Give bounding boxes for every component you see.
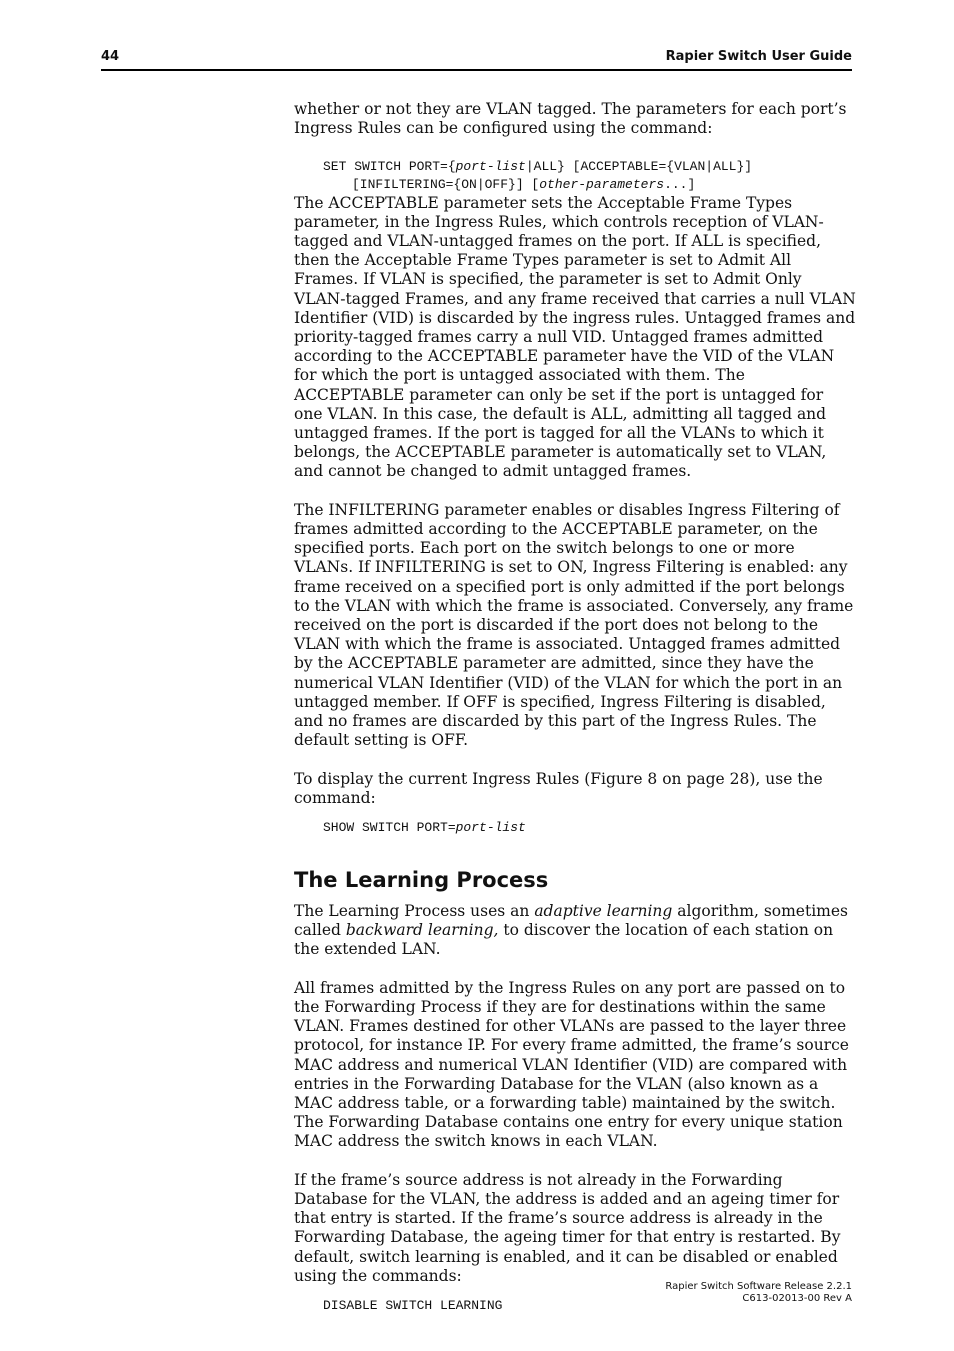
page-number: 44	[101, 49, 120, 64]
paragraph-acceptable: The ACCEPTABLE parameter sets the Acceptable Frame Types parameter, in the Ingress Rules, which controls reception of VLAN-tagged and VLAN-untagged frames on the port. If ALL is specified, then the Acceptable Frame Types parameter is set to Admit All Frames. If VLAN is specified, the parameter is set to Admit Only VLAN-tagged Frames, and any frame received that carries a null VLAN Identifier (VID) is discarded by the ingress rules. Untagged frames and priority-tagged frames carry a null VID. Untagged frames admitted according to the ACCEPTABLE parameter have the VID of the VLAN for which the port is untagged associated with them. The ACCEPTABLE parameter can only be set if the port is untagged for one VLAN. In this case, the default is ALL, admitting all tagged and untagged frames. If the port is tagged for all the VLANs to which it belongs, the ACCEPTABLE parameter is automatically set to VLAN, and cannot be changed to admit untagged frames.	[294, 193, 856, 481]
command-disable-learning: DISABLE SWITCH LEARNING	[323, 1298, 503, 1314]
footer-doc-code: C613-02013-00 Rev A	[742, 1293, 852, 1304]
running-title: Rapier Switch User Guide	[665, 49, 852, 64]
paragraph-display-rules: To display the current Ingress Rules (Figure 8 on page 28), use the command:	[294, 769, 823, 807]
command-line-1: SET SWITCH PORT={port-list|ALL} [ACCEPTABLE={VLAN|ALL}]	[323, 158, 753, 174]
paragraph-intro: whether or not they are VLAN tagged. The parameters for each port’s Ingress Rules can be configured using the command:	[294, 100, 847, 138]
command-line-2: [INFILTERING={ON|OFF}] [other-parameters...]	[352, 176, 696, 192]
command-show-switch-port: SHOW SWITCH PORT=port-list	[323, 820, 526, 836]
paragraph-learning-intro: The Learning Process uses an adaptive learning algorithm, sometimes called backward learning, to discover the location of each station on the extended LAN.	[294, 902, 848, 959]
section-heading: The Learning Process	[294, 868, 549, 893]
main-content	[294, 100, 856, 1315]
page-footer	[665, 1281, 852, 1305]
command-set-switch-port	[294, 158, 856, 194]
paragraph-infiltering: The INFILTERING parameter enables or disables Ingress Filtering of frames admitted according to the ACCEPTABLE parameter, on the specified ports. Each port on the switch belongs to one or more VLANs. If INFILTERING is set to ON, Ingress Filtering is enabled: any frame received on a specified port is only admitted if the port belongs to the VLAN with which the frame is associated. Conversely, any frame received on the port is discarded if the port does not belong to the VLAN with which the frame is associated. Untagged frames admitted by the ACCEPTABLE parameter are admitted, since they have the numerical VLAN Identifier (VID) of the VLAN for which the port in an untagged member. If OFF is specified, Ingress Filtering is disabled, and no frames are discarded by this part of the Ingress Rules. The default setting is OFF.	[294, 500, 854, 750]
paragraph-forwarding: All frames admitted by the Ingress Rules on any port are passed on to the Forwarding Process if they are for destinations within the same VLAN. Frames destined for other VLANs are passed to the layer three protocol, for instance IP. For every frame admitted, the frame’s source MAC address and numerical VLAN Identifier (VID) are compared with entries in the Forwarding Database for the VLAN (also known as a MAC address table, or a forwarding table) maintained by the switch. The Forwarding Database contains one entry for every unique station MAC address the switch knows in each VLAN.	[294, 978, 849, 1151]
page-header	[101, 47, 852, 71]
footer-release: Rapier Switch Software Release 2.2.1	[665, 1281, 852, 1292]
paragraph-ageing: If the frame’s source address is not already in the Forwarding Database for the VLAN, the address is added and an ageing timer for that entry is started. If the frame’s source address is already in the Forwarding Database, the ageing timer for that entry is restarted. By default, switch learning is enabled, and it can be disabled or enabled using the commands:	[294, 1170, 841, 1285]
